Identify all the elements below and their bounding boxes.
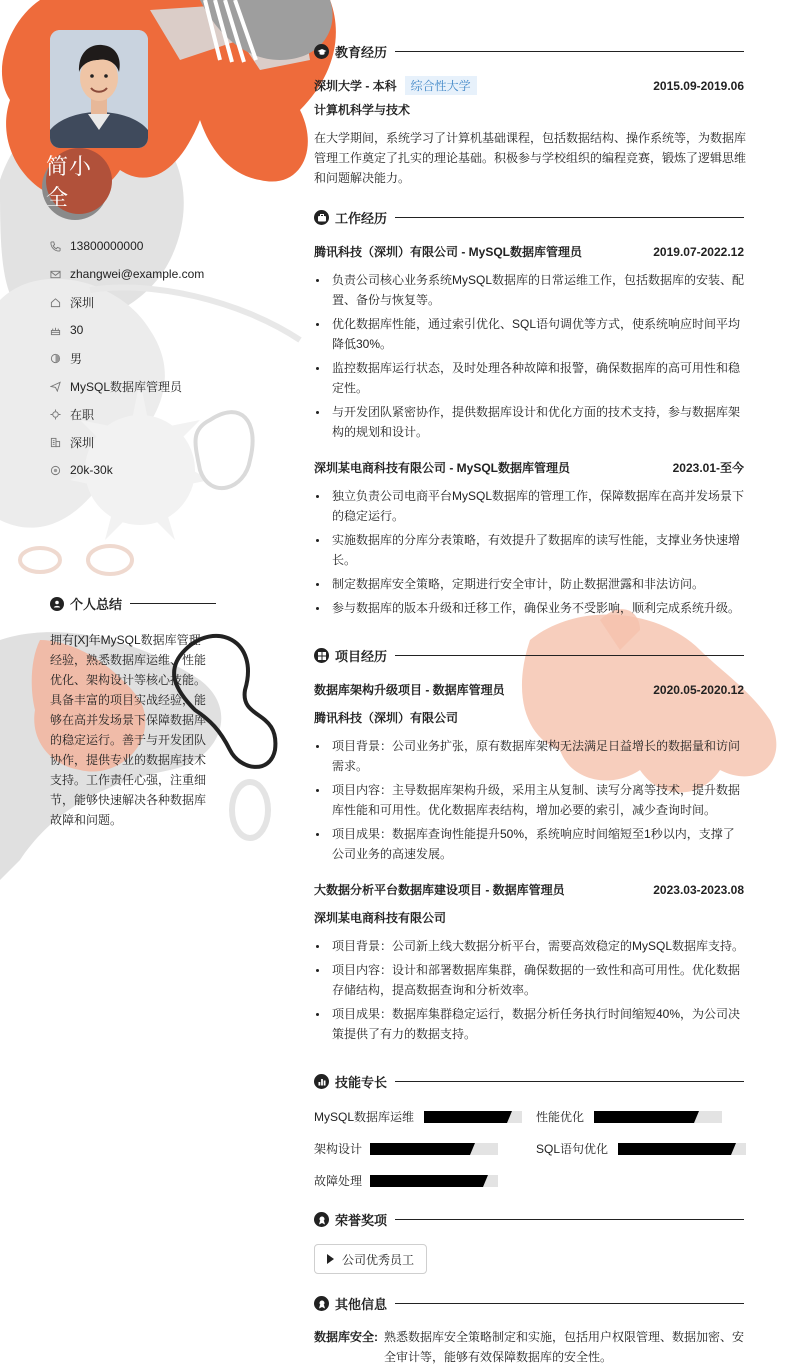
briefcase-icon (314, 210, 329, 225)
contact-text: 男 (70, 351, 83, 366)
contact-phone (50, 232, 204, 260)
contact-gender (50, 344, 204, 372)
skill-level-bar (594, 1111, 722, 1123)
job-duties-list (314, 270, 744, 446)
award-label: 公司优秀员工 (342, 1252, 415, 1267)
list-item: 项目成果：数据库查询性能提升50%，系统响应时间缩短至1秒以内，支撑了公司业务的高速发展。 (314, 824, 744, 864)
list-item: 负责公司核心业务系统MySQL数据库的日常运维工作，包括数据库的安装、配置、备份与恢复等。 (314, 270, 744, 310)
list-item: 项目内容：设计和部署数据库集群，确保数据的一致性和高可用性。优化数据存储结构，提高数据查询和分析效率。 (314, 960, 744, 1000)
project-name: 大数据分析平台数据库建设项目 - 数据库管理员 (314, 883, 565, 897)
skill-level-fill (594, 1111, 694, 1123)
section-title: 荣誉奖项 (335, 1213, 388, 1228)
salary-icon (50, 465, 61, 476)
project-company-row (314, 709, 744, 726)
list-item: 项目内容：主导数据库架构升级，采用主从复制、读写分离等技术，提升数据库性能和可用性。优化数据库表结构，增加必要的索引，减少查询时间。 (314, 780, 744, 820)
divider (395, 1081, 744, 1082)
contact-position (50, 372, 204, 400)
work-section-header (314, 208, 744, 227)
cake-icon (50, 325, 61, 336)
section-title: 技能专长 (335, 1075, 388, 1090)
divider (395, 655, 744, 656)
skill-level-fill (618, 1143, 731, 1155)
candidate-name: 简小全 (46, 155, 93, 211)
award-icon (314, 1296, 329, 1311)
summary-text: 拥有[X]年MySQL数据库管理经验，熟悉数据库运维、性能优化、架构设计等核心技能。具备丰富的项目实战经验，能够在高并发场景下保障数据库的稳定运行。善于与开发团队协作，提供专业的数据库技术支持。工作责任心强，注重细节，能够快速解决各种数据库故障和问题。 (50, 633, 207, 827)
job-company: 腾讯科技（深圳）有限公司 - MySQL数据库管理员 (314, 245, 583, 259)
other-section-header (314, 1294, 744, 1313)
send-icon (50, 381, 61, 392)
section-title: 其他信息 (335, 1297, 388, 1312)
avatar (50, 30, 148, 148)
projects-section-header (314, 646, 744, 665)
divider (395, 1303, 744, 1304)
education-description: 在大学期间，系统学习了计算机基础课程，包括数据结构、操作系统等，为数据库管理工作奠定了扎实的理论基础。积极参与学校组织的编程竞赛，锻炼了逻辑思维和问题解决能力。 (314, 131, 747, 185)
award-icon (314, 1212, 329, 1227)
job-dates: 2023.01-至今 (672, 461, 744, 475)
grid-icon (314, 648, 329, 663)
job-duties-list (314, 486, 744, 622)
job-header (314, 459, 744, 476)
skill-item (536, 1108, 722, 1125)
contact-age (50, 316, 204, 344)
list-item: 监控数据库运行状态，及时处理各种故障和报警，确保数据库的高可用性和稳定性。 (314, 358, 744, 398)
project-header (314, 881, 744, 898)
play-icon (327, 1254, 334, 1264)
project-company-row (314, 909, 744, 926)
summary-title: 个人总结 (70, 597, 123, 612)
divider (395, 217, 744, 218)
list-item: 项目成果：数据库集群稳定运行，数据分析任务执行时间缩短40%，为公司决策提供了有力的数据支持。 (314, 1004, 744, 1044)
mail-icon (50, 269, 61, 280)
gender-icon (50, 353, 61, 364)
project-dates: 2020.05-2020.12 (653, 682, 744, 697)
skill-level-bar (618, 1143, 746, 1155)
contact-text: 深圳 (70, 435, 95, 450)
skill-name: MySQL数据库运维 (314, 1110, 415, 1124)
list-item: 项目背景：公司新上线大数据分析平台，需要高效稳定的MySQL数据库支持。 (314, 936, 744, 956)
education-major-row (314, 101, 744, 118)
contact-text: 30 (70, 323, 84, 337)
major: 计算机科学与技术 (314, 103, 411, 117)
list-item: 与开发团队紧密协作，提供数据库设计和优化方面的技术支持，参与数据库架构的规划和设计。 (314, 402, 744, 442)
project-company: 深圳某电商科技有限公司 (314, 911, 447, 925)
project-company: 腾讯科技（深圳）有限公司 (314, 711, 459, 725)
building-icon (50, 437, 61, 448)
summary-section-header (50, 594, 216, 613)
contact-email (50, 260, 204, 288)
project-header (314, 681, 744, 698)
list-item: 项目背景：公司业务扩张，原有数据库架构无法满足日益增长的数据量和访问需求。 (314, 736, 744, 776)
skill-name: 性能优化 (536, 1110, 585, 1124)
status-icon (50, 409, 61, 420)
contact-list (50, 232, 204, 484)
phone-icon (50, 241, 61, 252)
skill-name: SQL语句优化 (536, 1142, 609, 1156)
graduation-cap-icon (314, 44, 329, 59)
skill-level-fill (424, 1111, 507, 1123)
section-title: 工作经历 (335, 211, 388, 226)
list-item: 参与数据库的版本升级和迁移工作，确保业务不受影响，顺利完成系统升级。 (314, 598, 744, 618)
job-dates: 2019.07-2022.12 (653, 244, 744, 259)
divider (395, 51, 744, 52)
contact-text: 深圳 (70, 295, 95, 310)
contact-work-city (50, 428, 204, 456)
list-item: 制定数据库安全策略，定期进行安全审计，防止数据泄露和非法访问。 (314, 574, 744, 594)
education-section-header (314, 42, 744, 61)
skill-level-bar (424, 1111, 522, 1123)
award-chip (314, 1244, 427, 1274)
name-badge (46, 148, 112, 214)
skill-name: 架构设计 (314, 1142, 363, 1156)
contact-status (50, 400, 204, 428)
contact-text: zhangwei@example.com (70, 267, 205, 281)
other-label: 数据库安全: (314, 1330, 378, 1344)
skill-level-bar (370, 1175, 498, 1187)
project-details-list (314, 736, 744, 868)
bar-chart-icon (314, 1074, 329, 1089)
skill-name: 故障处理 (314, 1174, 363, 1188)
person-portrait-icon (50, 30, 148, 148)
education-row (314, 76, 744, 95)
section-title: 教育经历 (335, 45, 388, 60)
skill-item (314, 1172, 498, 1189)
contact-text: 20k-30k (70, 463, 113, 477)
job-company: 深圳某电商科技有限公司 - MySQL数据库管理员 (314, 461, 571, 475)
education-dates: 2015.09-2019.06 (653, 78, 744, 93)
contact-text: 在职 (70, 407, 95, 422)
skill-level-bar (370, 1143, 498, 1155)
project-dates: 2023.03-2023.08 (653, 882, 744, 897)
contact-text: 13800000000 (70, 239, 144, 253)
honors-section-header (314, 1210, 744, 1229)
contact-text: MySQL数据库管理员 (70, 379, 183, 394)
other-text: 熟悉数据库安全策略制定和实施，包括用户权限管理、数据加密、安全审计等，能够有效保障数据库的安全性。 (384, 1330, 745, 1364)
divider (130, 603, 216, 604)
skill-item (314, 1140, 498, 1157)
project-name: 数据库架构升级项目 - 数据库管理员 (314, 683, 505, 697)
project-details-list (314, 936, 744, 1048)
home-icon (50, 297, 61, 308)
skill-level-fill (370, 1175, 483, 1187)
list-item: 实施数据库的分库分表策略，有效提升了数据库的读写性能，支撑业务快速增长。 (314, 530, 744, 570)
divider (395, 1219, 744, 1220)
list-item: 优化数据库性能，通过索引优化、SQL语句调优等方式，使系统响应时间平均降低30%。 (314, 314, 744, 354)
skills-section-header (314, 1072, 744, 1091)
user-circle-icon (50, 597, 64, 611)
skill-item (536, 1140, 746, 1157)
list-item: 独立负责公司电商平台MySQL数据库的管理工作，保障数据库在高并发场景下的稳定运行。 (314, 486, 744, 526)
job-header (314, 243, 744, 260)
skill-item (314, 1108, 522, 1125)
school-tag: 综合性大学 (405, 76, 477, 95)
other-info-row (314, 1327, 746, 1367)
contact-salary (50, 456, 204, 484)
school-name: 深圳大学 - 本科 (314, 79, 397, 93)
contact-city (50, 288, 204, 316)
section-title: 项目经历 (335, 649, 388, 664)
skill-level-fill (370, 1143, 470, 1155)
